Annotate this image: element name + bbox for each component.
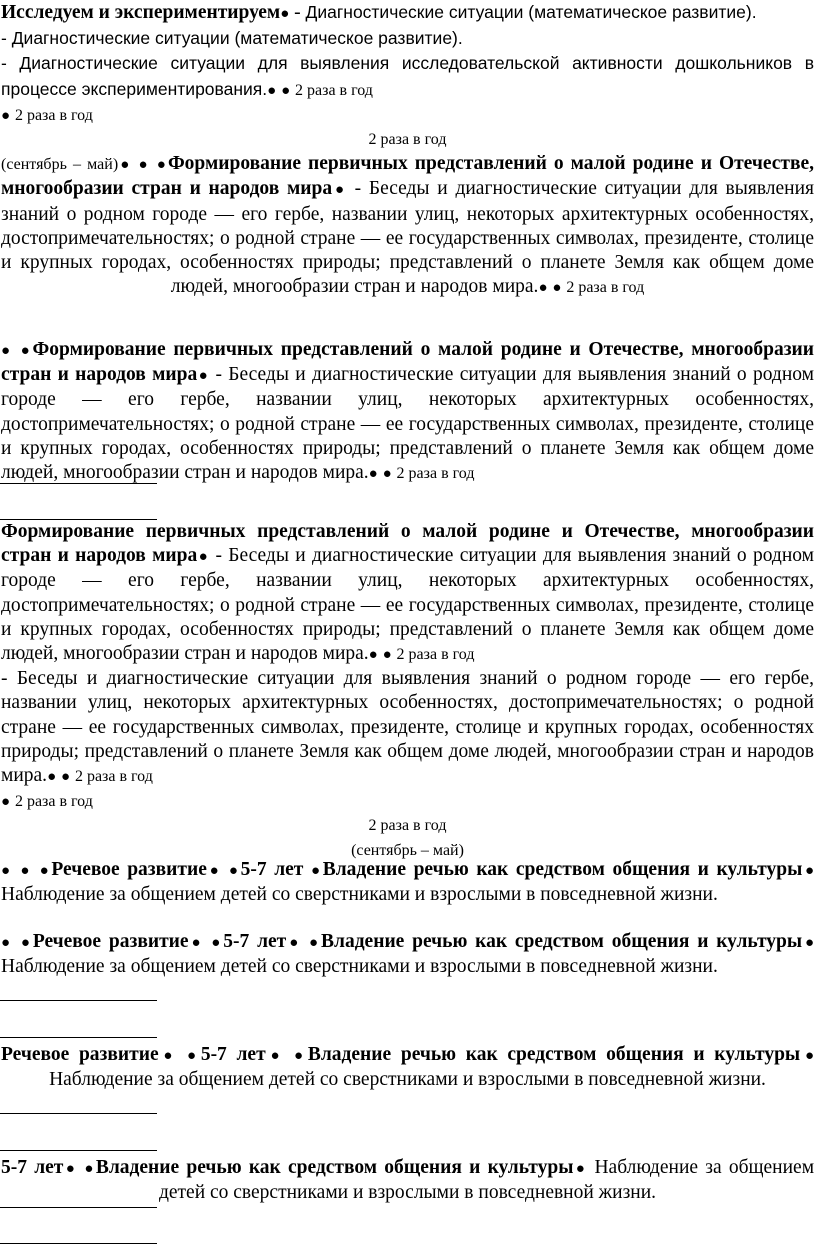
- bullet-icon: ●: [368, 466, 378, 483]
- heading-speech-culture: Владение речью как средством общения и культуры: [322, 859, 803, 880]
- paragraph-speech-2: [0, 930, 814, 979]
- bullet-icon: ●: [206, 863, 222, 879]
- heading-homeland: Формирование первичных представлений о малой родине и Отечестве, многообразии стран и народов мира: [1, 521, 814, 567]
- section-speech-1: [0, 858, 816, 907]
- bullet-icon: ●: [158, 1048, 178, 1064]
- bullet-icon: ●: [368, 647, 378, 664]
- paragraph-homeland-1: [0, 152, 814, 300]
- divider-rule: [0, 483, 157, 484]
- heading-speech: Речевое развитие: [51, 859, 207, 880]
- text-diagnostic-math: Диагностические ситуации (математическое развитие).: [305, 2, 757, 22]
- text-observation: Наблюдение за общением детей со сверстниками и взрослыми в повседневной жизни.: [49, 1069, 766, 1091]
- bullet-icon: ●: [552, 280, 562, 297]
- age-label: 5-7 лет: [1, 1157, 64, 1178]
- bullet-icon: ●: [118, 157, 132, 174]
- bullet-icon: ●: [280, 6, 290, 22]
- age-label: 5-7 лет: [240, 859, 304, 880]
- divider-rule: [0, 1150, 157, 1151]
- paragraph-research-intro: [0, 0, 814, 26]
- bullet-icon: ●: [211, 935, 224, 951]
- bullet-icon: ●: [228, 863, 241, 879]
- bullet-icon: ●: [1, 794, 11, 811]
- frequency-label: 2 раза в год: [14, 793, 93, 811]
- bullet-icon: ●: [1, 107, 11, 124]
- paragraph-speech-3: [0, 1043, 814, 1092]
- frequency-label: 2 раза в год: [14, 106, 93, 124]
- bullet-icon: ●: [186, 1048, 201, 1064]
- bullet-icon: ●: [802, 935, 815, 951]
- bullet-icon: ●: [188, 935, 204, 951]
- paragraph-diagnostic-research: [0, 51, 814, 102]
- frequency-label: 2 раза в год: [566, 279, 645, 297]
- bullet-icon: ●: [310, 863, 323, 879]
- bullet-icon: ●: [1, 343, 13, 359]
- bullet-icon: ●: [61, 769, 71, 786]
- heading-speech-culture: Владение речью как средством общения и культуры: [95, 1157, 574, 1178]
- section-speech-3: [0, 1043, 816, 1092]
- heading-speech: Речевое развитие: [1, 1044, 159, 1065]
- paragraph-homeland-4: [0, 667, 814, 789]
- section-speech-2: [0, 930, 816, 979]
- bullet-icon: ●: [800, 1048, 815, 1064]
- divider-rule: [0, 1113, 157, 1114]
- bullet-icon: ●: [281, 82, 291, 99]
- bullet-icon: ●: [63, 1161, 78, 1177]
- bullet-icon: ●: [573, 1161, 588, 1177]
- heading-homeland: Формирование первичных представлений о малой родине и Отечестве, многообразии стран и народов мира: [1, 339, 815, 386]
- paragraph-homeland-2: [0, 338, 814, 486]
- age-label: 5-7 лет: [223, 931, 287, 952]
- section-homeland-3: [0, 520, 816, 863]
- text-observation: Наблюдение за общением детей со сверстниками и взрослыми в повседневной жизни.: [158, 1157, 815, 1204]
- text-homeland: - Беседы и диагностические ситуации для выявления знаний о родном городе — его гербе, названии улиц, некоторых архитектурных особенностях, достопримечательностях; о родной стране — ее государственных символах, президенте, столице и крупных городах, особенностях природы; представлений о планете Земля как общем доме людей, многообразии стран и народов мира.: [1, 178, 815, 298]
- divider-rule: [0, 1000, 157, 1001]
- text-observation: Наблюдение за общением детей со сверстниками и взрослыми в повседневной жизни.: [1, 884, 718, 906]
- divider-rule: [0, 1207, 157, 1208]
- line-frequency: [0, 103, 814, 128]
- bullet-icon: ●: [1, 863, 13, 879]
- heading-homeland: Формирование первичных представлений о малой родине и Отечестве, многообразии стран и народов мира: [1, 153, 815, 200]
- heading-speech: Речевое развитие: [32, 931, 189, 952]
- paragraph-speech-1: [0, 858, 814, 907]
- bullet-icon: ●: [197, 549, 210, 566]
- section-speech-4: [0, 1156, 816, 1205]
- text-diagnostic-research: - Диагностические ситуации для выявления исследовательской активности дошкольников в процессе экспериментирования.: [1, 53, 814, 99]
- line-frequency-center: 2 раза в год: [368, 817, 447, 835]
- line-frequency-center: 2 раза в год: [368, 131, 447, 149]
- text-homeland: - Беседы и диагностические ситуации для выявления знаний о родном городе — его гербе, названии улиц, некоторых архитектурных особенностях, достопримечательностях; о родной стране — ее государственных символах, президенте, столице и крупных городах, особенностях природы; представлений о планете Земля как общем доме людей, многообразии стран и народов мира.: [1, 545, 815, 665]
- bullet-icon: ●: [382, 647, 392, 664]
- frequency-label: 2 раза в год: [396, 465, 475, 483]
- bullet-icon: ●: [138, 157, 150, 174]
- line-period-center: (сентябрь – май): [351, 841, 464, 859]
- bullet-icon: ●: [332, 182, 347, 199]
- section-homeland-2: [0, 338, 816, 486]
- frequency-label: 2 раза в год: [396, 646, 475, 664]
- line-frequency: [0, 789, 814, 814]
- bullet-icon: ●: [84, 1161, 96, 1177]
- age-label: 5-7 лет: [200, 1044, 266, 1065]
- bullet-icon: ●: [20, 343, 33, 359]
- bullet-icon: ●: [1, 935, 13, 951]
- bullet-icon: ●: [156, 157, 168, 174]
- bullet-icon: ●: [265, 1048, 285, 1064]
- bullet-icon: ●: [802, 863, 815, 879]
- bullet-icon: ●: [20, 935, 33, 951]
- section-research: [0, 0, 816, 300]
- bullet-icon: ●: [39, 863, 52, 879]
- frequency-label: 2 раза в год: [295, 81, 373, 99]
- dash: -: [289, 2, 306, 23]
- line-diagnostic-math: [0, 26, 814, 51]
- text-homeland: - Беседы и диагностические ситуации для выявления знаний о родном городе — его гербе, названии улиц, некоторых архитектурных особенностях, достопримечательностях; о родной стране — ее государственных символах, президенте, столице и крупных городах, особенностях природы; представлений о планете Земля как общем доме людей, многообразии стран и народов мира.: [1, 668, 814, 787]
- bullet-icon: ●: [293, 1048, 308, 1064]
- bullet-icon: ●: [267, 82, 277, 99]
- heading-speech-culture: Владение речью как средством общения и культуры: [307, 1044, 801, 1065]
- bullet-icon: ●: [286, 935, 302, 951]
- paragraph-homeland-3: [0, 520, 814, 667]
- paragraph-speech-4: [0, 1156, 814, 1205]
- divider-rule: [0, 1037, 157, 1038]
- period-label: (сентябрь – май): [1, 156, 119, 174]
- frequency-label: 2 раза в год: [74, 768, 153, 786]
- bullet-icon: ●: [538, 280, 548, 297]
- text-observation: Наблюдение за общением детей со сверстниками и взрослыми в повседневной жизни.: [1, 956, 718, 978]
- bullet-icon: ●: [197, 368, 210, 385]
- text-diagnostic-math-2: - Диагностические ситуации (математическое развитие).: [1, 28, 463, 49]
- heading-speech-culture: Владение речью как средством общения и культуры: [321, 931, 803, 952]
- bullet-icon: ●: [309, 935, 321, 951]
- divider-rule: [0, 1243, 157, 1244]
- bullet-icon: ●: [47, 769, 57, 786]
- text-homeland: - Беседы и диагностические ситуации для выявления знаний о родном городе — его гербе, названии улиц, некоторых архитектурных особенностях, достопримечательностях; о родной стране — ее государственных символах, президенте, столице и крупных городах, особенностях природы; представлений о планете Земля как общем доме людей, многообразии стран и народов мира.: [1, 364, 815, 484]
- bullet-icon: ●: [20, 863, 33, 879]
- heading-research: Исследуем и экспериментируем: [1, 2, 281, 23]
- bullet-icon: ●: [382, 466, 392, 483]
